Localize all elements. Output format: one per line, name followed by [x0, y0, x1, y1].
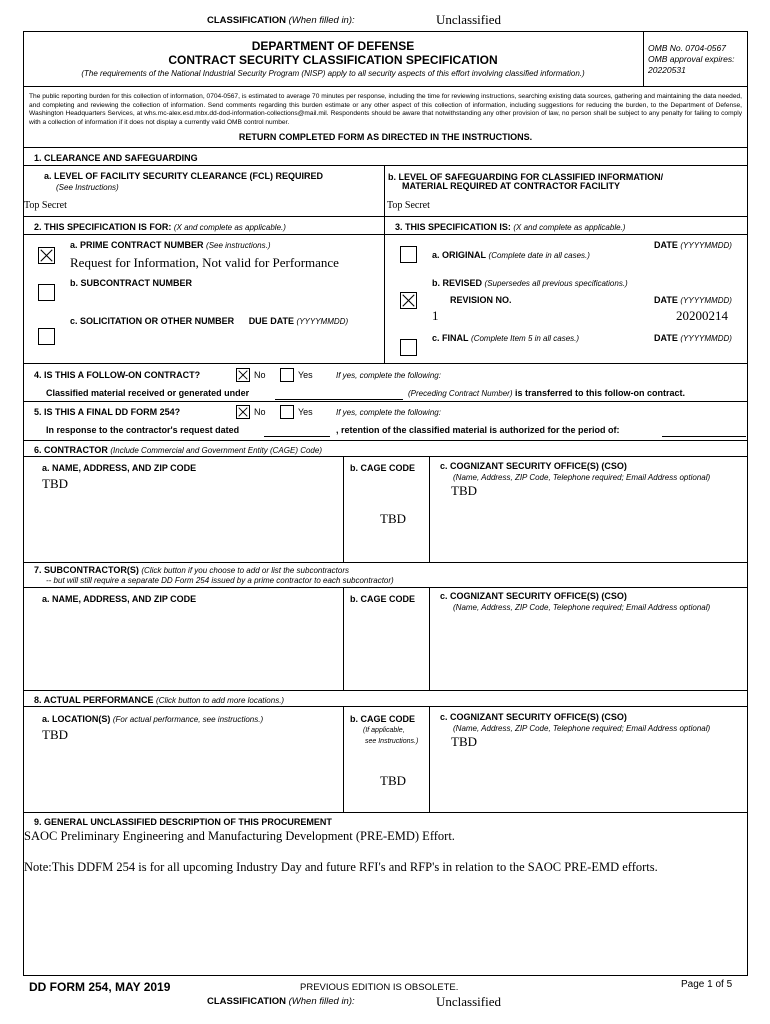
s5-title: 5. IS THIS A FINAL DD FORM 254?: [34, 407, 181, 417]
s2-a-checkbox[interactable]: [38, 247, 55, 264]
s6-c-value[interactable]: TBD: [451, 483, 477, 498]
s7-title: 7. SUBCONTRACTOR(S) (Click button if you choose to add or list the subcontractors: [34, 565, 350, 575]
s8-a-value[interactable]: TBD: [42, 727, 68, 742]
x-mark-icon: [237, 369, 249, 381]
s1-title: 1. CLEARANCE AND SAFEGUARDING: [34, 153, 198, 163]
s4-line-label: Classified material received or generated under: [46, 388, 250, 398]
s3-c-label: c. FINAL (Complete Item 5 in all cases.): [432, 333, 580, 343]
s4-no-label: No: [254, 370, 266, 380]
s6-title: 6. CONTRACTOR (Include Commercial and Government Entity (CAGE) Code): [34, 445, 322, 455]
s1-a-label: a. LEVEL OF FACILITY SECURITY CLEARANCE (FCL) REQUIRED: [44, 171, 324, 181]
x-mark-icon: [237, 406, 249, 418]
s8-b-value[interactable]: TBD: [380, 773, 406, 788]
s7-c-note: (Name, Address, ZIP Code, Telephone required; Email Address optional): [453, 603, 711, 612]
s2-c-label: c. SOLICITATION OR OTHER NUMBER DUE DATE (YYYYMMDD): [70, 316, 349, 326]
s1-b-label2: MATERIAL REQUIRED AT CONTRACTOR FACILITY: [402, 181, 620, 191]
s4-yes-label: Yes: [298, 370, 313, 380]
s8-title: 8. ACTUAL PERFORMANCE (Click button to add more locations.): [34, 695, 285, 705]
s4-prev-contract-field[interactable]: [275, 399, 403, 400]
s5-period-field[interactable]: [662, 436, 746, 437]
s1-a-value[interactable]: Top Secret: [24, 200, 67, 211]
s5-no-label: No: [254, 407, 266, 417]
s3-a-checkbox[interactable]: [400, 246, 417, 263]
s4-ifyes: If yes, complete the following:: [336, 371, 441, 380]
s7-b-label: b. CAGE CODE: [350, 594, 416, 604]
s1-b-value[interactable]: Top Secret: [387, 200, 430, 211]
s5-ifyes: If yes, complete the following:: [336, 408, 441, 417]
s3-a-date-label: DATE (YYYYMMDD): [654, 240, 732, 250]
s8-b-note2: see Instructions.): [365, 738, 419, 745]
footer-page: Page 1 of 5: [681, 979, 733, 990]
s2-b-checkbox[interactable]: [38, 284, 55, 301]
s5-tail: , retention of the classified material is authorized for the period of:: [336, 425, 620, 435]
s9-title: 9. GENERAL UNCLASSIFIED DESCRIPTION OF THIS PROCUREMENT: [34, 817, 332, 827]
classification-bottom-value[interactable]: Unclassified: [436, 994, 501, 1009]
s5-line-label: In response to the contractor's request dated: [46, 425, 240, 435]
s6-c-note: (Name, Address, ZIP Code, Telephone required; Email Address optional): [453, 473, 711, 482]
s2-title: 2. THIS SPECIFICATION IS FOR: (X and complete as applicable.): [34, 222, 286, 232]
classification-bottom: CLASSIFICATION (When filled in):: [207, 996, 355, 1007]
s5-yes-label: Yes: [298, 407, 313, 417]
s3-b-date-label: DATE (YYYYMMDD): [654, 295, 732, 305]
s5-request-date-field[interactable]: [264, 436, 330, 437]
classification-top: CLASSIFICATION (When filled in):: [207, 15, 355, 26]
s2-a-label: a. PRIME CONTRACT NUMBER (See instructions.): [70, 240, 271, 250]
s7-note2: -- but will still require a separate DD Form 254 issued by a prime contractor to each subcontractor): [46, 576, 394, 585]
s4-yes-checkbox[interactable]: [280, 368, 294, 382]
s3-a-label: a. ORIGINAL (Complete date in all cases.): [432, 250, 590, 260]
s6-b-label: b. CAGE CODE: [350, 463, 416, 473]
omb-box: OMB No. 0704-0567 OMB approval expires: 20220531: [648, 43, 735, 75]
s3-rev-label: REVISION NO.: [450, 295, 512, 305]
s8-c-value[interactable]: TBD: [451, 734, 477, 749]
form-subtitle: (The requirements of the National Industrial Security Program (NISP) apply to all security aspects of this effort involving classified information.): [81, 69, 585, 78]
dept-title: DEPARTMENT OF DEFENSE: [251, 39, 415, 53]
s4-tail: (Preceding Contract Number) is transferred to this follow-on contract.: [408, 388, 686, 398]
s5-no-checkbox[interactable]: [236, 405, 250, 419]
s4-no-checkbox[interactable]: [236, 368, 250, 382]
s6-b-value[interactable]: TBD: [380, 511, 406, 526]
s8-b-note1: (If applicable,: [363, 727, 405, 734]
s4-title: 4. IS THIS A FOLLOW-ON CONTRACT?: [34, 370, 201, 380]
s7-a-label: a. NAME, ADDRESS, AND ZIP CODE: [42, 594, 197, 604]
s6-c-label: c. COGNIZANT SECURITY OFFICE(S) (CSO): [440, 461, 627, 471]
s6-a-label: a. NAME, ADDRESS, AND ZIP CODE: [42, 463, 197, 473]
s3-c-date-label: DATE (YYYYMMDD): [654, 333, 732, 343]
form-title: CONTRACT SECURITY CLASSIFICATION SPECIFICATION: [168, 53, 498, 67]
s6-a-value[interactable]: TBD: [42, 476, 68, 491]
s5-yes-checkbox[interactable]: [280, 405, 294, 419]
s3-title: 3. THIS SPECIFICATION IS: (X and complete as applicable.): [395, 222, 626, 232]
s7-c-label: c. COGNIZANT SECURITY OFFICE(S) (CSO): [440, 591, 627, 601]
s1-a-note: (See Instructions): [56, 183, 119, 192]
s8-b-label: b. CAGE CODE: [350, 714, 416, 724]
classification-top-value[interactable]: Unclassified: [436, 12, 501, 27]
s3-rev-date[interactable]: 20200214: [676, 308, 728, 323]
s8-c-note: (Name, Address, ZIP Code, Telephone required; Email Address optional): [453, 724, 711, 733]
x-mark-icon: [39, 248, 54, 263]
s2-a-value[interactable]: Request for Information, Not valid for Performance: [70, 255, 339, 270]
s9-line1[interactable]: SAOC Preliminary Engineering and Manufacturing Development (PRE-EMD) Effort.: [24, 829, 455, 843]
s2-b-label: b. SUBCONTRACT NUMBER: [70, 278, 192, 288]
s9-line2[interactable]: Note:This DDFM 254 is for all upcoming Industry Day and future RFI's and RFP's in relation to the SAOC PRE-EMD efforts.: [24, 860, 658, 874]
footer-form-id: DD FORM 254, MAY 2019: [29, 980, 171, 994]
s8-c-label: c. COGNIZANT SECURITY OFFICE(S) (CSO): [440, 712, 627, 722]
x-mark-icon: [401, 293, 416, 308]
s2-c-checkbox[interactable]: [38, 328, 55, 345]
s3-rev-value[interactable]: 1: [432, 308, 439, 323]
s3-b-checkbox[interactable]: [400, 292, 417, 309]
burden-statement: The public reporting burden for this collection of information, 0704-0567, is estimated to average 70 minutes per response, including the time for reviewing instructions, searching existing data sources, gathering and maintaining the data needed, and completing and reviewing the collection of information. Send comments regarding this burden estimate or any other aspect of this collection of information, including suggestions for reducing the burden, to the Department of Defense, Washington Headquarters Services, at whs.mc-alex.esd.mbx.dd-dod-information-collections@mail.mil. Respondents should be aware that notwithstanding any other provision of law, no person shall be subject to any penalty for failing to comply with a collection of information if it does not display a currently valid OMB control number.: [29, 93, 742, 126]
s1-b-label: b. LEVEL OF SAFEGUARDING FOR CLASSIFIED INFORMATION/: [388, 172, 664, 182]
s3-b-label: b. REVISED (Supersedes all previous specifications.): [432, 278, 628, 288]
return-instructions: RETURN COMPLETED FORM AS DIRECTED IN THE INSTRUCTIONS.: [238, 132, 533, 142]
footer-obsolete: PREVIOUS EDITION IS OBSOLETE.: [300, 982, 459, 993]
s8-a-label: a. LOCATION(S) (For actual performance, see instructions.): [42, 714, 264, 724]
s3-c-checkbox[interactable]: [400, 339, 417, 356]
